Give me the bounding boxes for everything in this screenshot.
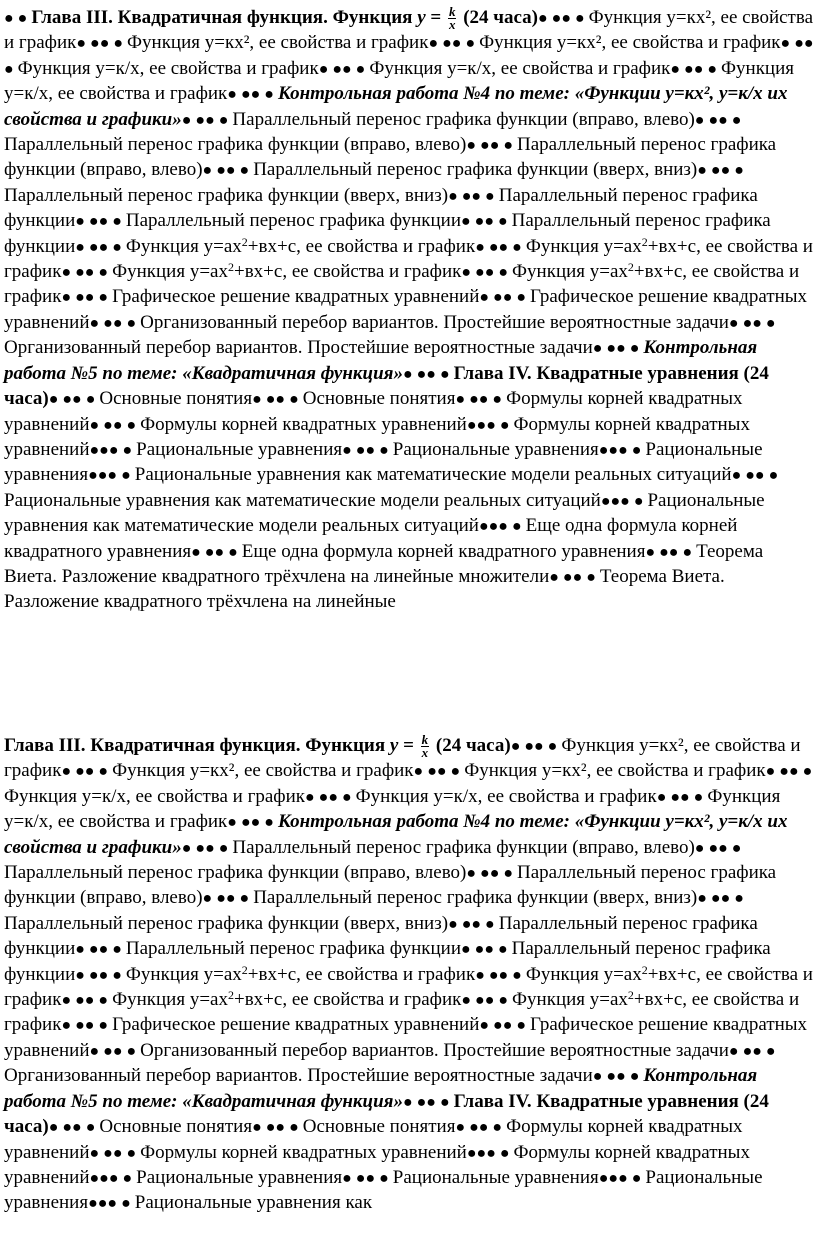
chapter-heading-text: = xyxy=(425,7,446,28)
bullet-marks: ● ●● ● xyxy=(475,966,526,984)
bullet-marks: ● ●● ● xyxy=(455,1119,507,1137)
body-text: Основные понятия xyxy=(302,1116,456,1138)
fraction-k-over-x xyxy=(421,734,430,759)
bullet-marks: ● ●● ● xyxy=(202,162,254,180)
body-text: +вх+с, ее свойства и график xyxy=(247,963,476,985)
math-variable: y xyxy=(417,7,426,28)
bullet-marks: ● ●● ● xyxy=(461,941,512,959)
body-text: Организованный перебор вариантов. Простейшие вероятностные задачи xyxy=(140,1039,729,1061)
bullet-marks: ● ●● ● xyxy=(89,1144,141,1162)
body-text: Параллельный перенос графика функции (вверх, вниз) xyxy=(253,887,698,909)
bullet-marks: ● ●● ● xyxy=(645,543,697,561)
bullet-marks: ● ●● ● xyxy=(89,1042,141,1060)
superscript-exponent: 2 xyxy=(641,234,648,249)
fraction-denominator: x xyxy=(448,17,456,33)
bullet-marks: ●●● ● xyxy=(598,441,646,459)
chapter-heading-text: Глава III. Квадратичная функция. Функция xyxy=(4,735,390,756)
body-text: Параллельный перенос графика функции xyxy=(125,210,461,232)
bullet-marks: ● ●● ● xyxy=(402,365,454,383)
superscript-exponent: 2 xyxy=(241,234,248,249)
bullet-marks: ●●● ● xyxy=(478,518,526,536)
body-text: Параллельный перенос графика функции (вверх, вниз) xyxy=(253,159,698,181)
bullet-marks: ●●● ● xyxy=(88,1195,135,1213)
chapter-heading-text: (24 часа) xyxy=(431,735,511,756)
bullet-marks: ● ●● ● xyxy=(461,992,513,1010)
body-text: Функция у=кх², ее свойства и график xyxy=(4,735,801,782)
body-text: Функция у=кх², ее свойства и график xyxy=(479,32,781,54)
text-block-2 xyxy=(4,734,814,1217)
chapter-heading-text: Глава III. Квадратичная функция. Функция xyxy=(31,7,418,28)
bullet-marks: ● ●● ● xyxy=(402,1093,454,1111)
body-text: Рациональные уравнения xyxy=(4,1166,763,1214)
body-text: +вх+с, ее свойства и график xyxy=(4,989,800,1036)
bullet-marks: ● ●● ● xyxy=(61,992,113,1010)
bullet-marks: ● ●● ● xyxy=(697,890,744,908)
bullet-marks: ● ●● ● xyxy=(728,1042,776,1060)
chapter-heading-text: = xyxy=(398,735,419,756)
body-text: Графическое решение квадратных уравнений xyxy=(4,1014,808,1061)
body-text: Рациональные уравнения как xyxy=(134,1192,373,1214)
bullet-marks: ● ●● ● xyxy=(75,238,126,256)
bullet-marks: ● ●● ● xyxy=(510,738,562,755)
bullet-marks: ● ●● ● xyxy=(466,865,518,883)
bullet-marks: ● ●● ● xyxy=(466,137,518,155)
body-text: Параллельный перенос графика функции (вверх, вниз) xyxy=(4,184,449,206)
body-text: Функция у=ах xyxy=(112,261,228,283)
body-text: Функция у=к/х, ее свойства и график xyxy=(4,785,306,807)
bullet-marks: ● ●● ● xyxy=(670,60,722,78)
chapter-heading-text: Глава IV. Квадратные уравнения (24 часа) xyxy=(4,362,769,410)
body-text: Функция у=ах xyxy=(512,989,628,1011)
bullet-marks: ● ● xyxy=(4,10,32,27)
bullet-marks: ●●● ● xyxy=(466,1144,514,1162)
bullet-marks: ● ●● ● xyxy=(428,35,480,53)
bullet-marks: ●●● ● xyxy=(89,441,137,459)
chapter-heading-text: (24 часа) xyxy=(458,7,539,28)
bullet-marks: ● ●● ● xyxy=(252,391,303,409)
body-text: Функция у=кх², ее свойства и график xyxy=(127,32,429,54)
test-heading-text: Контрольная работа №5 по теме: «Квадратичная функция» xyxy=(4,337,758,384)
superscript-exponent: 2 xyxy=(627,988,634,1003)
bullet-marks: ● ●● ● xyxy=(4,35,814,78)
bullet-marks: ● ●● ● xyxy=(549,568,600,586)
bullet-marks: ●●● ● xyxy=(600,492,648,510)
body-text: Рациональные уравнения как математические модели реальных ситуаций xyxy=(4,489,601,511)
body-text: Рациональные уравнения как математические модели реальных ситуаций xyxy=(134,464,732,486)
bullet-marks: ● ●● ● xyxy=(61,763,113,781)
bullet-marks: ● ●● ● xyxy=(75,966,126,984)
body-text: Функция у=ах xyxy=(525,235,642,257)
bullet-marks: ● ●● ● xyxy=(461,213,512,231)
body-text: Основные понятия xyxy=(99,1116,253,1138)
math-variable: y xyxy=(389,735,399,756)
body-text: Графическое решение квадратных уравнений xyxy=(4,286,808,333)
bullet-marks: ● ●● ● xyxy=(592,1068,644,1086)
body-text: Функция у=ах xyxy=(125,963,242,985)
bullet-marks: ● ●● ● xyxy=(728,314,776,332)
body-text: Основные понятия xyxy=(302,388,456,410)
bullet-marks: ● ●● ● xyxy=(318,60,370,78)
bullet-marks: ● ●● ● xyxy=(75,941,126,959)
superscript-exponent: 2 xyxy=(227,988,234,1003)
bullet-marks: ● ●● ● xyxy=(61,289,113,307)
body-text: Формулы корней квадратных уравнений xyxy=(4,1116,743,1163)
body-text: Еще одна формула корней квадратного уравнения xyxy=(4,515,738,562)
fraction-numerator: k xyxy=(448,4,456,20)
chapter-heading-text: Глава IV. Квадратные уравнения (24 часа) xyxy=(4,1090,769,1138)
body-text: Параллельный перенос графика функции xyxy=(4,184,758,232)
bullet-marks: ● ●● ● xyxy=(694,839,742,857)
body-text: Формулы корней квадратных уравнений xyxy=(4,388,743,435)
body-text: Параллельный перенос графика функции xyxy=(125,938,461,960)
bullet-marks: ● ●● ● xyxy=(538,10,589,27)
body-text: Графическое решение квадратных уравнений xyxy=(112,1014,480,1036)
bullet-marks: ● ●● ● xyxy=(461,264,513,282)
bullet-marks: ● ●● ● xyxy=(89,416,141,434)
body-text: Формулы корней квадратных уравнений xyxy=(4,1141,750,1188)
fraction-numerator: k xyxy=(421,732,429,748)
body-text: Функция у=к/х, ее свойства и график xyxy=(4,57,795,105)
body-text: Параллельный перенос графика функции (вправо, влево) xyxy=(232,836,695,858)
body-text: Рациональные уравнения xyxy=(136,1166,343,1188)
body-text: Еще одна формула корней квадратного уравнения xyxy=(241,540,646,562)
bullet-marks: ● ●● ● xyxy=(342,441,393,459)
body-text: Организованный перебор вариантов. Простейшие вероятностные задачи xyxy=(140,311,729,333)
body-text: Формулы корней квадратных уравнений xyxy=(140,1141,467,1163)
superscript-exponent: 2 xyxy=(241,962,248,977)
body-text: Рациональные уравнения xyxy=(4,438,763,486)
bullet-marks: ●●● ● xyxy=(466,416,514,434)
body-text: Параллельный перенос графика функции (вправо, влево) xyxy=(232,108,695,130)
body-text: Теорема Виета. Разложение квадратного трёхчлена на линейные xyxy=(4,565,725,613)
bullet-marks: ● ●● ● xyxy=(227,814,278,832)
body-text: Рациональные уравнения xyxy=(392,438,599,460)
body-text: +вх+с, ее свойства и график xyxy=(233,989,462,1011)
body-text: Формулы корней квадратных уравнений xyxy=(4,413,750,460)
body-text: Функция у=ах xyxy=(112,989,228,1011)
body-text: Функция у=к/х, ее свойства и график xyxy=(4,785,781,833)
body-text: Теорема Виета. Разложение квадратного трёхчлена на линейные множители xyxy=(4,540,764,587)
body-text: Организованный перебор вариантов. Простейшие вероятностные задачи xyxy=(4,1065,593,1087)
bullet-marks: ● ●● ● xyxy=(76,35,128,53)
bullet-marks: ● ●● ● xyxy=(592,340,644,358)
body-text: Функция у=к/х, ее свойства и график xyxy=(355,785,657,807)
bullet-marks: ●●● ● xyxy=(88,467,135,485)
body-text: Рациональные уравнения xyxy=(392,1166,599,1188)
superscript-exponent: 2 xyxy=(627,260,634,275)
bullet-marks: ● ●● ● xyxy=(227,86,278,104)
body-text: Организованный перебор вариантов. Простейшие вероятностные задачи xyxy=(4,337,593,359)
body-text: Функция у=ах xyxy=(525,963,642,985)
body-text: +вх+с, ее свойства и график xyxy=(4,261,800,308)
bullet-marks: ●●● ● xyxy=(89,1169,137,1187)
body-text: Параллельный перенос графика функции (вправо, влево) xyxy=(4,862,777,909)
bullet-marks: ● ●● ● xyxy=(479,1017,531,1035)
body-text: Параллельный перенос графика функции xyxy=(4,938,771,985)
bullet-marks: ●●● ● xyxy=(598,1169,646,1187)
body-text: Параллельный перенос графика функции (вправо, влево) xyxy=(4,134,467,156)
body-text: +вх+с, ее свойства и график xyxy=(233,261,462,283)
bullet-marks: ● ●● ● xyxy=(656,788,708,806)
body-text: Параллельный перенос графика функции (вверх, вниз) xyxy=(4,912,449,934)
body-text: +вх+с, ее свойства и график xyxy=(247,235,476,257)
bullet-marks: ● ●● ● xyxy=(61,1017,113,1035)
bullet-marks: ● ●● ● xyxy=(191,543,242,561)
body-text: +вх+с, ее свойства и график xyxy=(4,963,813,1011)
bullet-marks: ● ●● ● xyxy=(75,213,126,231)
superscript-exponent: 2 xyxy=(641,962,648,977)
body-text: Рациональные уравнения xyxy=(136,438,343,460)
bullet-marks: ● ●● ● xyxy=(413,763,465,781)
body-text: Параллельный перенос графика функции xyxy=(4,210,771,257)
body-text: +вх+с, ее свойства и график xyxy=(4,235,813,283)
test-heading-text: Контрольная работа №5 по теме: «Квадратичная функция» xyxy=(4,1065,758,1112)
bullet-marks: ● ●● ● xyxy=(89,314,141,332)
bullet-marks: ● ●● ● xyxy=(305,788,356,806)
bullet-marks: ● ●● ● xyxy=(202,890,254,908)
body-text: Параллельный перенос графика функции (вправо, влево) xyxy=(4,862,467,884)
bullet-marks: ● ●● ● xyxy=(181,839,233,857)
bullet-marks: ● ●● ● xyxy=(765,763,813,781)
body-text: Формулы корней квадратных уравнений xyxy=(140,413,467,435)
body-text: Графическое решение квадратных уравнений xyxy=(112,286,480,308)
bullet-marks: ● ●● ● xyxy=(61,264,113,282)
body-text: Функция у=к/х, ее свойства и график xyxy=(369,57,671,79)
bullet-marks: ● ●● ● xyxy=(448,915,499,933)
fraction-denominator: x xyxy=(421,745,429,761)
bullet-marks: ● ●● ● xyxy=(252,1119,303,1137)
superscript-exponent: 2 xyxy=(227,260,234,275)
body-text: Основные понятия xyxy=(99,388,253,410)
body-text: Функция у=ах xyxy=(125,235,242,257)
test-heading-text: Контрольная работа №4 по теме: «Функции у=кх², у=к/х их свойства и графики» xyxy=(4,811,788,858)
test-heading-text: Контрольная работа №4 по теме: «Функции у=кх², у=к/х их свойства и графики» xyxy=(4,83,788,130)
body-text: Функция у=кх², ее свойства и график xyxy=(112,760,414,782)
bullet-marks: ● ●● ● xyxy=(448,187,499,205)
bullet-marks: ● ●● ● xyxy=(697,162,744,180)
body-text: Рациональные уравнения как математические модели реальных ситуаций xyxy=(4,489,765,537)
bullet-marks: ● ●● ● xyxy=(48,391,100,409)
body-text: Функция у=к/х, ее свойства и график xyxy=(17,57,319,79)
bullet-marks: ● ●● ● xyxy=(48,1119,100,1137)
bullet-marks: ● ●● ● xyxy=(694,111,742,129)
bullet-marks: ● ●● ● xyxy=(455,391,507,409)
fraction-k-over-x xyxy=(448,6,457,31)
body-text: Параллельный перенос графика функции xyxy=(4,912,758,960)
bullet-marks: ● ●● ● xyxy=(181,111,233,129)
body-text: Функция у=кх², ее свойства и график xyxy=(4,7,813,54)
body-text: Функция у=ах xyxy=(512,261,628,283)
bullet-marks: ● ●● ● xyxy=(342,1169,393,1187)
text-block-1 xyxy=(4,6,814,615)
bullet-marks: ● ●● ● xyxy=(475,238,526,256)
body-text: Параллельный перенос графика функции (вправо, влево) xyxy=(4,134,777,181)
body-text: Функция у=кх², ее свойства и график xyxy=(464,760,766,782)
bullet-marks: ● ●● ● xyxy=(731,467,779,485)
bullet-marks: ● ●● ● xyxy=(479,289,531,307)
